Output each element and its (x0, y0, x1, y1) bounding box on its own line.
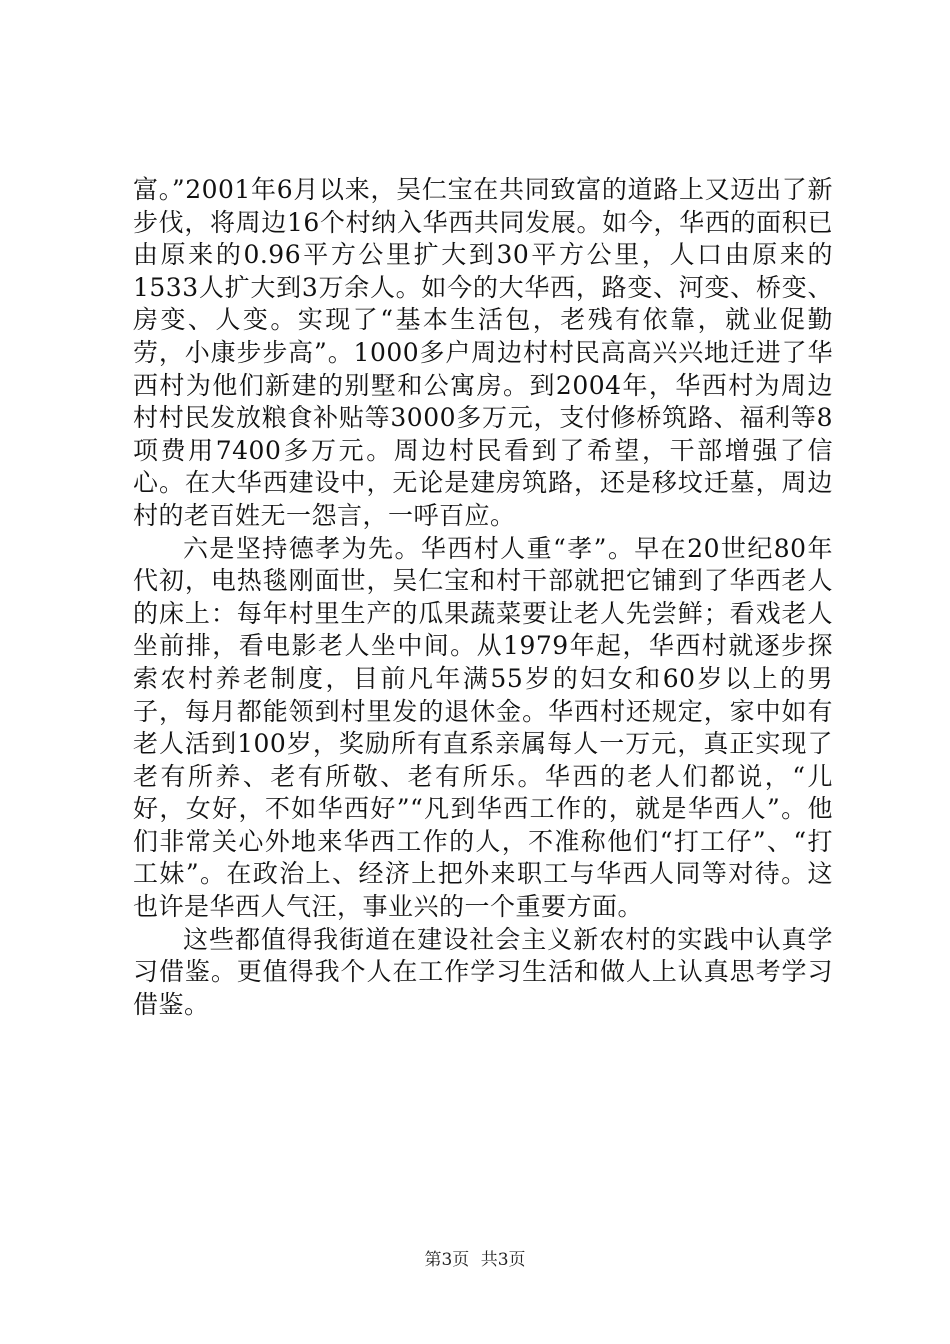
paragraph-conclusion: 这些都值得我街道在建设社会主义新农村的实践中认真学习借鉴。更值得我个人在工作学习生活和做人上认真思考学习借鉴。 (133, 924, 833, 1019)
paragraph-filial-piety: 六是坚持德孝为先。华西村人重“孝”。早在20世纪80年代初，电热毯刚面世，吴仁宝和村干部就把它铺到了华西老人的床上：每年村里生产的瓜果蔬菜要让老人先尝鲜；看戏老人坐前排，看电影老人坐中间。从1979年起，华西村就逐步探索农村养老制度，目前凡年满55岁的妇女和60岁以上的男子，每月都能领到村里发的退休金。华西村还规定，家中如有老人活到100岁，奖励所有直系亲属每人一万元，真正实现了老有所养、老有所敬、老有所乐。华西的老人们都说，“儿好，女好，不如华西好”“凡到华西工作的，就是华西人”。他们非常关心外地来华西工作的人，不准称他们“打工仔”、“打工妹”。在政治上、经济上把外来职工与华西人同等对待。这也许是华西人气汪，事业兴的一个重要方面。 (133, 533, 833, 922)
page-number: 第3页 (424, 1250, 470, 1270)
paragraph-continuation: 富。”2001年6月以来，吴仁宝在共同致富的道路上又迈出了新步伐，将周边16个村纳入华西共同发展。如今，华西的面积已由原来的0.96平方公里扩大到30平方公里，人口由原来的1533人扩大到3万余人。如今的大华西，路变、河变、桥变、房变、人变。实现了“基本生活包，老残有依靠，就业促勤劳，小康步步高”。1000多户周边村村民高高兴兴地迁进了华西村为他们新建的别墅和公寓房。到2004年，华西村为周边村村民发放粮食补贴等3000多万元，支付修桥筑路、福利等8项费用7400多万元。周边村民看到了希望，干部增强了信心。在大华西建设中，无论是建房筑路，还是移坟迁墓，周边村的老百姓无一怨言，一呼百应。 (133, 175, 833, 530)
page-total: 共3页 (480, 1250, 526, 1270)
page-footer (0, 1245, 950, 1270)
document-body (133, 174, 833, 1021)
